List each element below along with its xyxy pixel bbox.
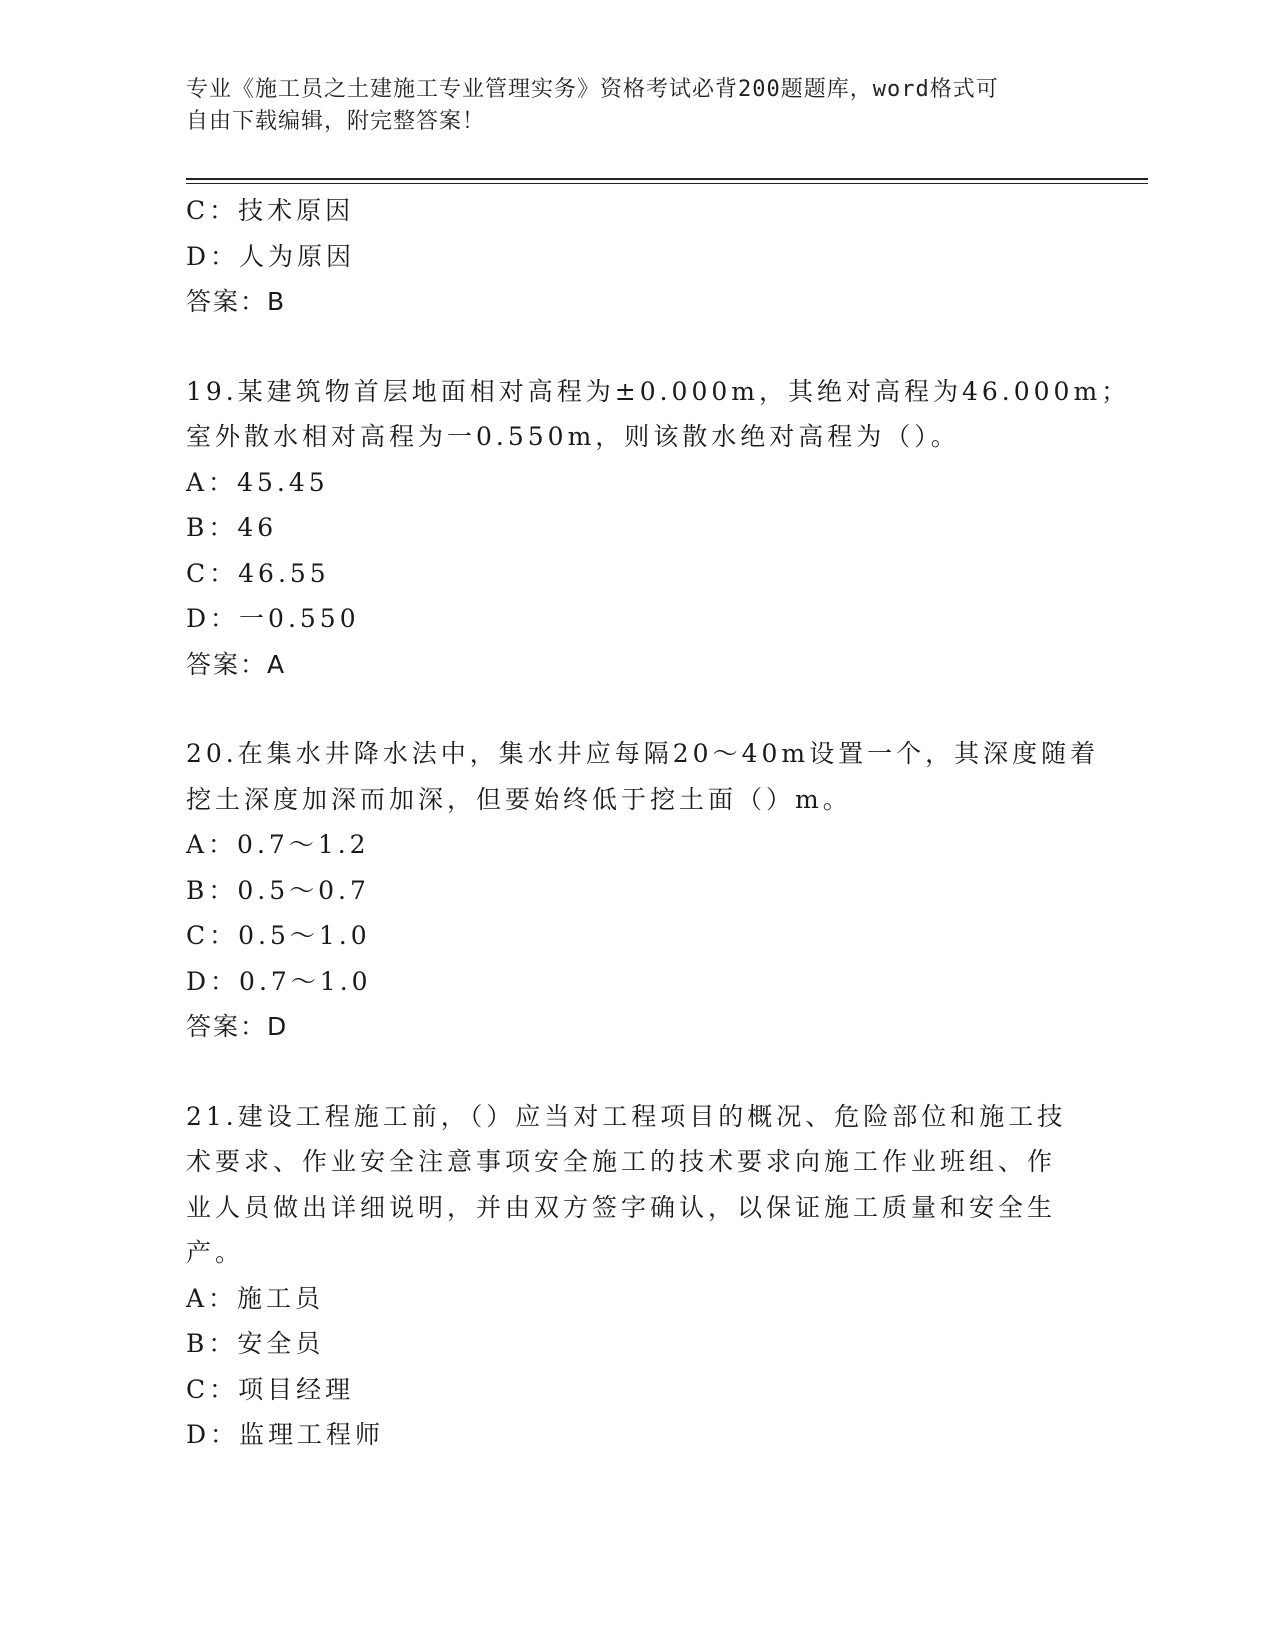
question-stem: 20.在集水井降水法中，集水井应每隔20～40m设置一个，其深度随着 <box>186 739 1100 768</box>
option-d: D：一0.550 <box>186 604 360 633</box>
question-21 <box>186 1094 1066 1458</box>
option-a: A：0.7～1.2 <box>186 830 370 859</box>
header-title-line-2: 自由下载编辑，附完整答案！ <box>186 109 486 134</box>
question-stem: 挖土深度加深而加深，但要始终低于挖土面（）m。 <box>186 784 852 814</box>
option-c: C：46.55 <box>186 558 330 588</box>
question-19 <box>186 369 1131 688</box>
option-d: D：人为原因 <box>186 241 356 271</box>
question-stem: 19.某建筑物首层地面相对高程为±0.000m，其绝对高程为46.000m； <box>186 376 1131 406</box>
header-divider-thick <box>186 178 1148 180</box>
question-stem: 21.建设工程施工前，（）应当对工程项目的概况、危险部位和施工技 <box>186 1101 1067 1131</box>
option-d: D：0.7～1.0 <box>186 966 372 996</box>
option-a: A：施工员 <box>186 1283 325 1313</box>
option-b: B：46 <box>186 513 278 542</box>
option-a: A：45.45 <box>186 467 329 497</box>
question-stem: 产。 <box>186 1238 245 1267</box>
option-b: B：0.5～0.7 <box>186 875 370 905</box>
header-title-line-1: 专业《施工员之土建施工专业管理实务》资格考试必背200题题库，word格式可 <box>186 77 999 102</box>
option-c: C：技术原因 <box>186 196 355 225</box>
question-stem: 术要求、作业安全注意事项安全施工的技术要求向施工作业班组、作 <box>186 1147 1057 1176</box>
answer-line: 答案：D <box>186 1012 289 1041</box>
question-18-tail <box>186 188 1066 325</box>
option-d: D：监理工程师 <box>186 1420 385 1449</box>
answer-line: 答案：A <box>186 649 287 679</box>
header-divider-thin <box>186 183 1148 184</box>
page-header <box>186 74 1066 138</box>
question-stem: 业人员做出详细说明，并由双方签字确认，以保证施工质量和安全生 <box>186 1192 1057 1222</box>
option-b: B：安全员 <box>186 1329 325 1358</box>
option-c: C：项目经理 <box>186 1374 355 1404</box>
option-c: C：0.5～1.0 <box>186 921 371 950</box>
question-stem: 室外散水相对高程为一0.550m，则该散水绝对高程为（）。 <box>186 422 960 451</box>
answer-line: 答案：B <box>186 287 287 316</box>
question-list <box>186 188 1131 1458</box>
question-20 <box>186 731 1100 1050</box>
